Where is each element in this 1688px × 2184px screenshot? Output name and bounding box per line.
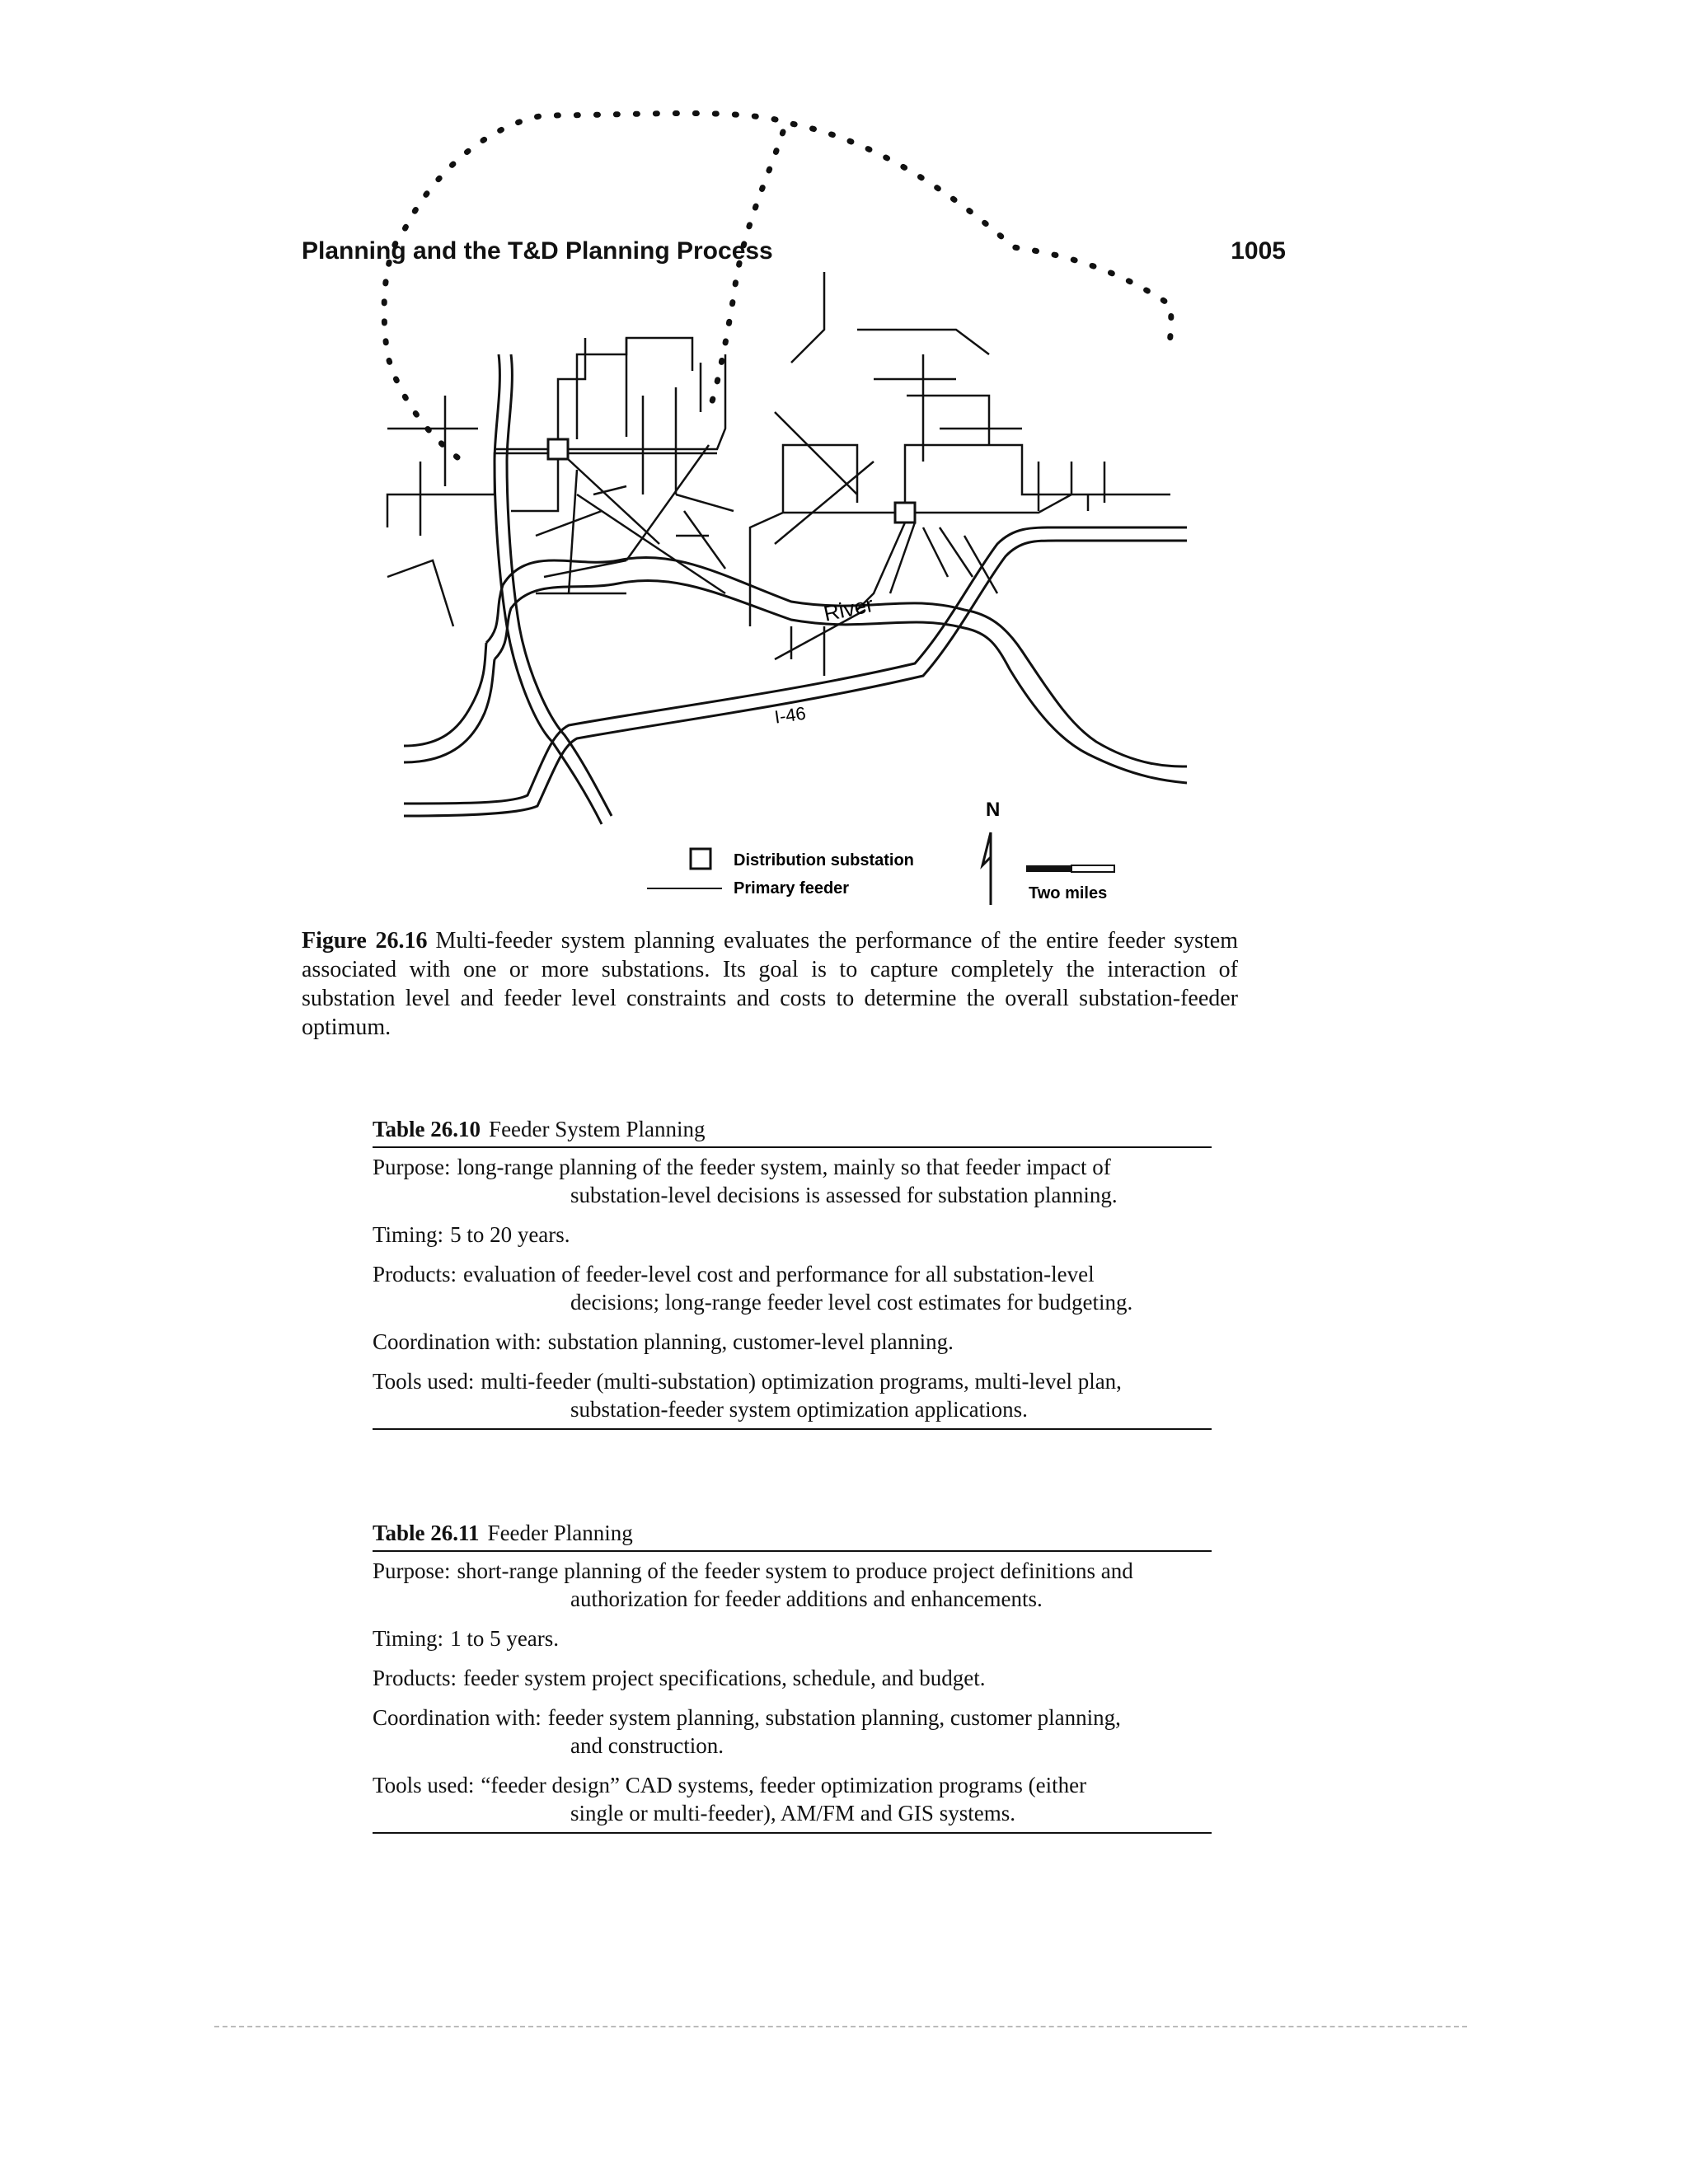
highway-road <box>404 527 1187 804</box>
feeder-map <box>0 0 1688 923</box>
table-row-coordination: Coordination with: substation planning, customer-level planning. <box>373 1329 954 1354</box>
table-26-10 <box>373 1115 1212 1430</box>
north-label: N <box>986 799 1001 821</box>
table-label: Table 26.10 <box>373 1117 481 1141</box>
figure-caption <box>302 926 1238 1042</box>
table-name: Feeder Planning <box>487 1521 633 1545</box>
page-number: 1005 <box>1231 237 1286 265</box>
highway-road-2 <box>404 541 1187 816</box>
scale-bar <box>1026 865 1114 872</box>
table-row-purpose: Purpose: short-range planning of the feeder system to produce project definitions and authorization for feeder additions and enhancements. <box>373 1558 1133 1611</box>
scale-label: Two miles <box>1029 884 1108 902</box>
table-label: Table 26.11 <box>373 1521 480 1545</box>
legend-feeder-label: Primary feeder <box>734 879 850 898</box>
table-row-products: Products: evaluation of feeder-level cost and performance for all substation-level decisions; long-range feeder level cost estimates for budgeting. <box>373 1262 1133 1315</box>
legend-substation-label: Distribution substation <box>734 851 914 869</box>
substation-west <box>548 439 568 459</box>
table-row-timing: Timing: 5 to 20 years. <box>373 1222 570 1247</box>
river-west-bank-2 <box>404 659 495 762</box>
service-area-divider <box>709 132 783 412</box>
scan-artifact-line <box>214 2026 1467 2029</box>
north-arrow-icon <box>982 832 991 905</box>
feeder-system-map-figure <box>0 0 1688 923</box>
table-row-tools: Tools used: multi-feeder (multi-substation) optimization programs, multi-level plan, substation-feeder system optimization applications. <box>373 1369 1122 1422</box>
table-row-coordination: Coordination with: feeder system planning, substation planning, customer planning, and construction. <box>373 1705 1121 1758</box>
table-row-tools: Tools used: “feeder design” CAD systems, feeder optimization programs (either single or multi-feeder), AM/FM and GIS systems. <box>373 1773 1087 1825</box>
table-row-timing: Timing: 1 to 5 years. <box>373 1626 560 1651</box>
service-area-boundary <box>384 114 1171 458</box>
table-entries <box>373 1552 1212 1834</box>
caption-text: Multi-feeder system planning evaluates the performance of the entire feeder system associated with one or more substations. Its goal is to capture completely the interaction of substation level and feeder level constraints and costs to determine the overall substation-feeder optimum. <box>302 928 1238 1040</box>
table-title <box>373 1519 1212 1552</box>
table-name: Feeder System Planning <box>489 1117 706 1141</box>
table-row-purpose: Purpose: long-range planning of the feeder system, mainly so that feeder impact of substation-level decisions is assessed for substation planning. <box>373 1155 1118 1207</box>
table-26-11 <box>373 1519 1212 1834</box>
east-feeder-network <box>750 272 1170 676</box>
table-title <box>373 1115 1212 1148</box>
running-title: Planning and the T&D Planning Process <box>302 237 773 265</box>
river-label: River <box>821 591 876 626</box>
substation-east <box>895 503 915 523</box>
table-entries <box>373 1148 1212 1430</box>
highway-label: I-46 <box>773 702 808 728</box>
substation-legend-icon <box>691 849 710 869</box>
caption-label: Figure 26.16 <box>302 928 428 954</box>
table-row-products: Products: feeder system project specifications, schedule, and budget. <box>373 1666 986 1690</box>
